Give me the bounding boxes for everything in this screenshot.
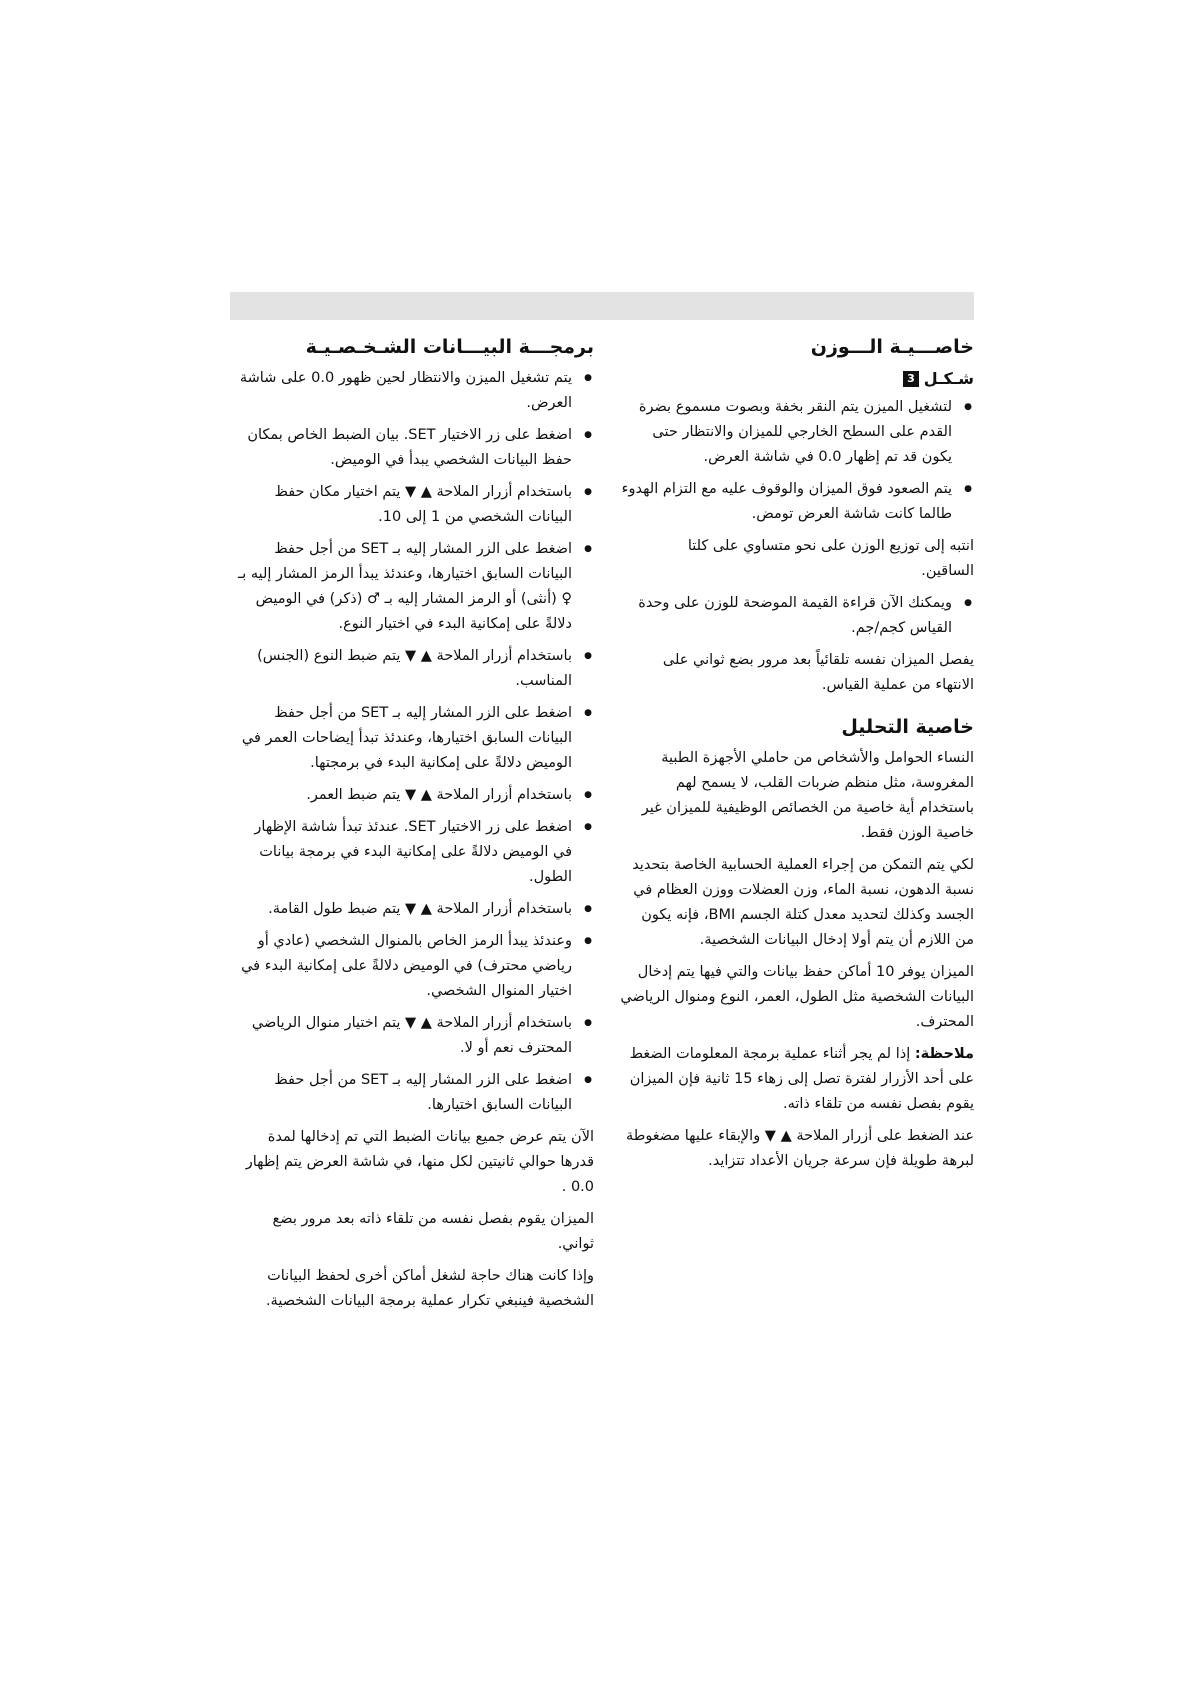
- note-text: [620, 1042, 974, 1117]
- figure-number: 3: [903, 371, 919, 387]
- right-column: [620, 332, 974, 1181]
- left-column: [234, 332, 594, 1321]
- list-item: ● باستخدام أزرار الملاحة ▲ ▼ يتم اختيار مكان حفظ البيانات الشخصي من 1 إلى 10.: [234, 480, 594, 530]
- list-item: ● باستخدام أزرار الملاحة ▲ ▼ يتم ضبط العمر.: [234, 783, 594, 808]
- header-band: [230, 292, 974, 320]
- nav-hold-text: عند الضغط على أزرار الملاحة ▲ ▼ والإبقاء عليها مضغوطة لبرهة طويلة فإن سرعة جريان الأعداد تتزايد.: [626, 1128, 974, 1169]
- list-item: ● يتم الصعود فوق الميزان والوقوف عليه مع التزام الهدوء طالما كانت شاشة العرض تومض.: [620, 477, 974, 527]
- list-item: ● يتم تشغيل الميزن والانتظار لحين ظهور 0.0 على شاشة العرض.: [234, 366, 594, 416]
- repeat-text: وإذا كانت هناك حاجة لشغل أماكن أخرى لحفظ البيانات الشخصية فينبغي تكرار عملية برمجة البيانات الشخصية.: [265, 1268, 594, 1309]
- weight-section-title: خاصـــيـة الـــوزن: [810, 336, 974, 358]
- weight-note: انتبه إلى توزيع الوزن على نحو متساوي على كلتا الساقين.: [687, 538, 974, 579]
- list-item: ● اضغط على الزر المشار إليه بـ SET من أجل حفظ البيانات السابق اختيارها.: [234, 1068, 594, 1118]
- memory-text: الميزان يوفر 10 أماكن حفظ بيانات والتي فيها يتم إدخال البيانات الشخصية مثل الطول، العمر، النوع ومنوال الرياضي المحترف.: [620, 964, 974, 1030]
- personal-data-title: برمجـــة البيـــانات الشـخـصـيـة: [305, 336, 594, 358]
- note-body: إذا لم يجر أثناء عملية برمجة المعلومات الضغط على أحد الأزرار لفترة تصل إلى زهاء 15 ثانية فإن الميزان يقوم بفصل نفسه من تلقاء ذاته.: [629, 1046, 974, 1112]
- figure-label: [620, 366, 974, 391]
- list-item: ● اضغط على الزر المشار إليه بـ SET من أجل حفظ البيانات السابق اختيارها، وعندئذ تبدأ إيضاحات العمر في الوميض دلالةً على إمكانية البدء في برمجتها.: [234, 701, 594, 776]
- list-item: ● اضغط على الزر المشار إليه بـ SET من أجل حفظ البيانات السابق اختيارها، وعندئذ يبدأ الرمز المشار إليه بـ ♀ (أنثى) أو الرمز المشار إليه بـ ♂ (ذكر) في الوميض دلالةً على إمكانية البدء في اختيار النوع.: [234, 537, 594, 637]
- programming-steps: [234, 366, 594, 1118]
- list-item: ● اضغط على زر الاختيار SET. بيان الضبط الخاص بمكان حفظ البيانات الشخصي يبدأ في الوميض.: [234, 423, 594, 473]
- list-item: ● باستخدام أزرار الملاحة ▲ ▼ يتم اختيار منوال الرياضي المحترف نعم أو لا.: [234, 1011, 594, 1061]
- warning-text: النساء الحوامل والأشخاص من حاملي الأجهزة الطبية المغروسة، مثل منظم ضربات القلب، لا يسمح لهم باستخدام أية خاصية من الخصائص الوظيفية للميزان غير خاصية الوزن فقط.: [641, 750, 974, 841]
- calc-text: لكي يتم التمكن من إجراء العملية الحسابية الخاصة بتحديد نسبة الدهون، نسبة الماء، وزن العضلات ووزن العظام في الجسد وكذلك لتحديد معدل كتلة الجسم BMI، فإنه يكون من اللازم أن يتم أولا إدخال البيانات الشخصية.: [632, 857, 974, 948]
- figure-word: شـكـل: [923, 369, 974, 388]
- weight-steps-2: [620, 591, 974, 641]
- display-all-text: الآن يتم عرض جميع بيانات الضبط التي تم إدخالها لمدة قدرها حوالي ثانيتين لكل منها، في شاشة العرض يتم إظهار 0.0 .: [245, 1129, 594, 1195]
- list-item: ● باستخدام أزرار الملاحة ▲ ▼ يتم ضبط طول القامة.: [234, 897, 594, 922]
- list-item: ● ويمكنك الآن قراءة القيمة الموضحة للوزن على وحدة القياس كجم/جم.: [620, 591, 974, 641]
- note-label: ملاحظة:: [914, 1046, 974, 1062]
- list-item: ● باستخدام أزرار الملاحة ▲ ▼ يتم ضبط النوع (الجنس) المناسب.: [234, 644, 594, 694]
- list-item: ● اضغط على زر الاختيار SET. عندئذ تبدأ شاشة الإظهار في الوميض دلالةً على إمكانية البدء في برمجة بيانات الطول.: [234, 815, 594, 890]
- analysis-section-title: خاصية التحليل: [841, 716, 974, 738]
- weight-steps: [620, 395, 974, 527]
- auto-off-text-2: الميزان يقوم بفصل نفسه من تلقاء ذاته بعد مرور بضع ثواني.: [272, 1211, 594, 1252]
- list-item: ● وعندئذ يبدأ الرمز الخاص بالمنوال الشخصي (عادي أو رياضي محترف) في الوميض دلالةً على إمكانية البدء في اختيار المنوال الشخصي.: [234, 929, 594, 1004]
- list-item: ● لتشغيل الميزن يتم النقر بخفة وبصوت مسموع بضرة القدم على السطح الخارجي للميزان والانتظار حتى يكون قد تم إظهار 0.0 في شاشة العرض.: [620, 395, 974, 470]
- auto-off-text: يفصل الميزان نفسه تلقائياً بعد مرور بضع ثواني على الانتهاء من عملية القياس.: [662, 652, 974, 693]
